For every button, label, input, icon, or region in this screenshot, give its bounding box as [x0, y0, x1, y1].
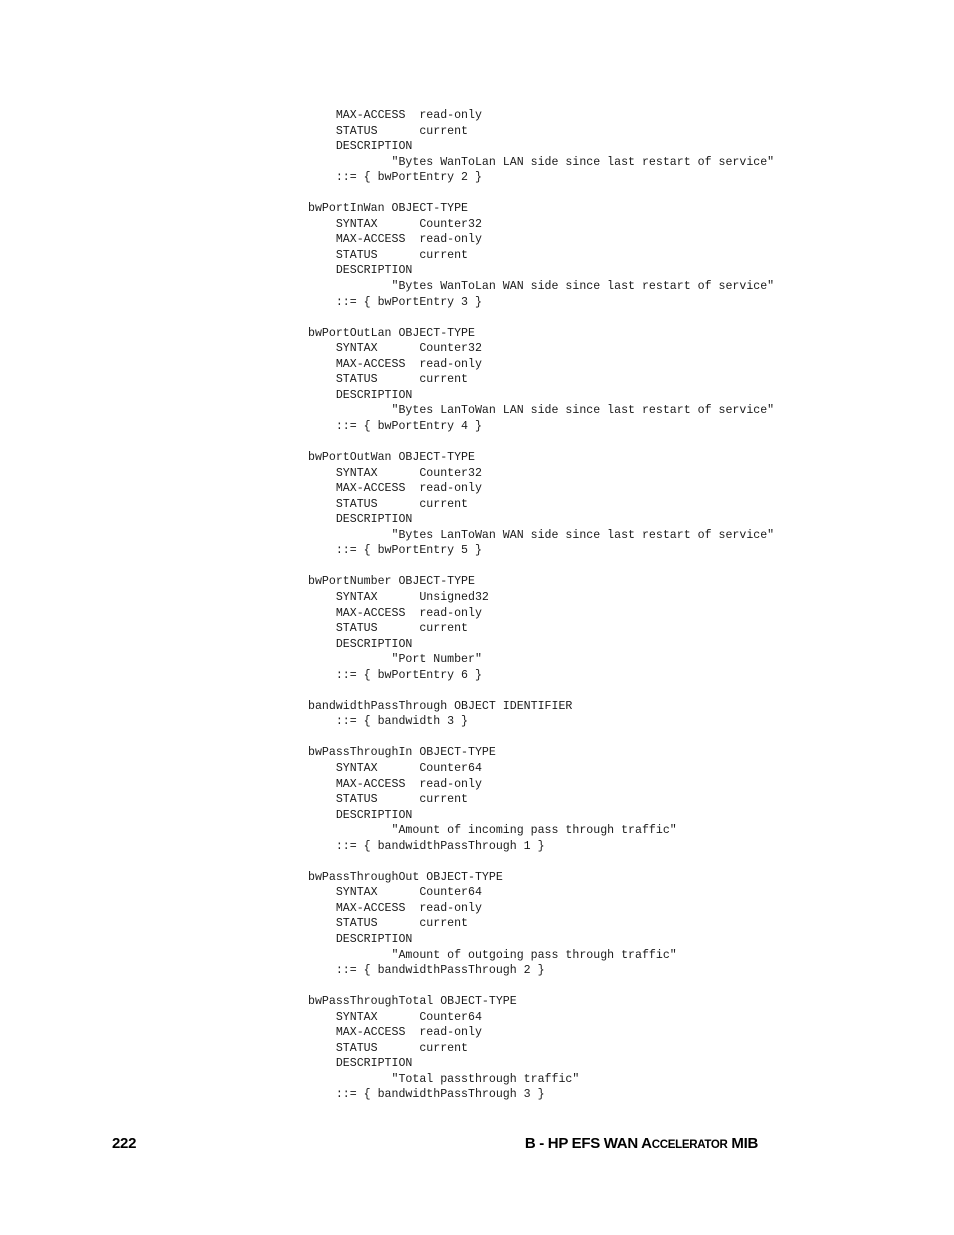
code-line: MAX-ACCESS read-only [308, 357, 482, 371]
code-line [308, 979, 774, 995]
code-line: STATUS current [308, 124, 469, 138]
code-line: ::= { bwPortEntry 4 } [308, 419, 482, 433]
code-line [308, 559, 774, 575]
code-line: bwPassThroughIn OBJECT-TYPE [308, 746, 496, 760]
code-line: STATUS current [308, 917, 469, 931]
code-line: "Bytes WanToLan LAN side since last restart of service" [308, 155, 775, 169]
code-line: "Port Number" [308, 653, 482, 667]
code-line: SYNTAX Counter64 [308, 761, 482, 775]
code-line [308, 730, 774, 746]
code-line: "Amount of outgoing pass through traffic" [308, 948, 677, 962]
running-title-suffix: MIB [727, 1135, 758, 1152]
code-line [308, 434, 774, 450]
code-line: ::= { bwPortEntry 5 } [308, 544, 482, 558]
page-number: 222 [112, 1135, 137, 1152]
code-line: DESCRIPTION [308, 932, 413, 946]
code-line: MAX-ACCESS read-only [308, 1026, 482, 1040]
code-line: DESCRIPTION [308, 388, 413, 402]
code-line: STATUS current [308, 373, 469, 387]
code-line: STATUS current [308, 622, 469, 636]
code-line: ::= { bwPortEntry 2 } [308, 171, 482, 185]
code-line: MAX-ACCESS read-only [308, 233, 482, 247]
code-line: STATUS current [308, 1041, 469, 1055]
code-line: ::= { bandwidth 3 } [308, 715, 469, 729]
code-line: "Amount of incoming pass through traffic" [308, 824, 677, 838]
code-line: ::= { bandwidthPassThrough 1 } [308, 839, 545, 853]
code-line: "Bytes LanToWan WAN side since last restart of service" [308, 528, 775, 542]
code-line: "Total passthrough traffic" [308, 1072, 580, 1086]
code-line [308, 310, 774, 326]
code-line: MAX-ACCESS read-only [308, 109, 482, 122]
code-line: DESCRIPTION [308, 637, 413, 651]
code-line: MAX-ACCESS read-only [308, 482, 482, 496]
code-line: STATUS current [308, 793, 469, 807]
code-line: ::= { bandwidthPassThrough 3 } [308, 1088, 545, 1102]
code-line: "Bytes WanToLan WAN side since last restart of service" [308, 280, 775, 294]
code-line: DESCRIPTION [308, 513, 413, 527]
code-line: bwPortOutLan OBJECT-TYPE [308, 326, 475, 340]
code-line: DESCRIPTION [308, 808, 413, 822]
code-line: bwPassThroughTotal OBJECT-TYPE [308, 995, 517, 1009]
code-line: DESCRIPTION [308, 264, 413, 278]
code-line: SYNTAX Counter32 [308, 217, 482, 231]
code-line: SYNTAX Counter64 [308, 886, 482, 900]
code-line: MAX-ACCESS read-only [308, 777, 482, 791]
code-line: SYNTAX Counter32 [308, 466, 482, 480]
code-line: SYNTAX Unsigned32 [308, 590, 489, 604]
code-line: SYNTAX Counter32 [308, 342, 482, 356]
code-line: MAX-ACCESS read-only [308, 606, 482, 620]
code-line: bwPassThroughOut OBJECT-TYPE [308, 870, 503, 884]
code-line: bwPortNumber OBJECT-TYPE [308, 575, 475, 589]
code-line [308, 186, 774, 202]
code-line: STATUS current [308, 497, 469, 511]
code-line: ::= { bandwidthPassThrough 2 } [308, 964, 545, 978]
code-line: bwPortOutWan OBJECT-TYPE [308, 451, 475, 465]
running-title-prefix: B - HP EFS WAN A [524, 1135, 652, 1152]
running-title [525, 1135, 758, 1152]
code-line [308, 854, 774, 870]
code-line: ::= { bwPortEntry 6 } [308, 668, 482, 682]
code-line: MAX-ACCESS read-only [308, 901, 482, 915]
code-line: SYNTAX Counter64 [308, 1010, 482, 1024]
running-title-smallcaps: CCELERATOR [651, 1139, 728, 1151]
code-line: "Bytes LanToWan LAN side since last restart of service" [308, 404, 775, 418]
code-line: bwPortInWan OBJECT-TYPE [308, 202, 469, 216]
code-line: DESCRIPTION [308, 140, 413, 154]
mib-code-block [308, 108, 774, 1103]
code-line: STATUS current [308, 248, 469, 262]
code-line: DESCRIPTION [308, 1057, 413, 1071]
code-line [308, 683, 774, 699]
code-line: bandwidthPassThrough OBJECT IDENTIFIER [308, 699, 573, 713]
code-line: ::= { bwPortEntry 3 } [308, 295, 482, 309]
